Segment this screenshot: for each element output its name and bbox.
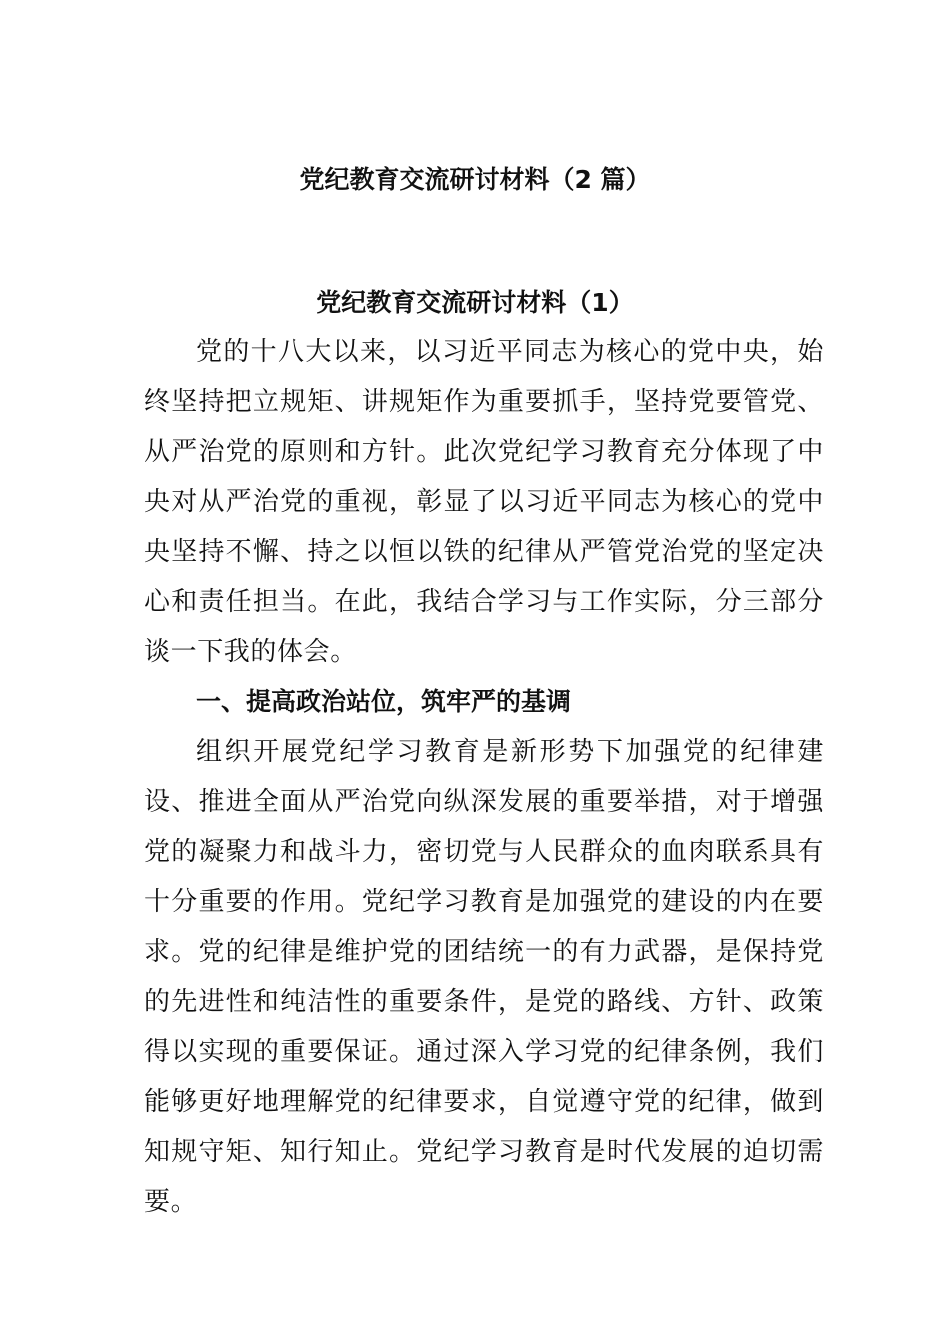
paragraph: 组织开展党纪学习教育是新形势下加强党的纪律建设、推进全面从严治党向纵深发展的重要举措，对于增强党的凝聚力和战斗力，密切党与人民群众的血肉联系具有十分重要的作用。党纪学习教育是加强党的建设的内在要求。党的纪律是维护党的团结统一的有力武器，是保持党的先进性和纯洁性的重要条件，是党的路线、方针、政策得以实现的重要保证。通过深入学习党的纪律条例，我们能够更好地理解党的纪律要求，自觉遵守党的纪律，做到知规守矩、知行知止。党纪学习教育是时代发展的迫切需要。 <box>144 737 824 1217</box>
paragraph: 党的十八大以来，以习近平同志为核心的党中央，始终坚持把立规矩、讲规矩作为重要抓手，坚持党要管党、从严治党的原则和方针。此次党纪学习教育充分体现了中央对从严治党的重视，彰显了以习近平同志为核心的党中央坚持不懈、持之以恒以铁的纪律从严管党治党的坚定决心和责任担当。在此，我结合学习与工作实际，分三部分谈一下我的体会。 <box>144 337 824 667</box>
section-title: 党纪教育交流研讨材料（1） <box>316 288 634 317</box>
subsection-heading: 一、提高政治站位，筑牢严的基调 <box>196 687 572 716</box>
document-body <box>144 327 824 1227</box>
document-title: 党纪教育交流研讨材料（2 篇） <box>299 165 651 194</box>
